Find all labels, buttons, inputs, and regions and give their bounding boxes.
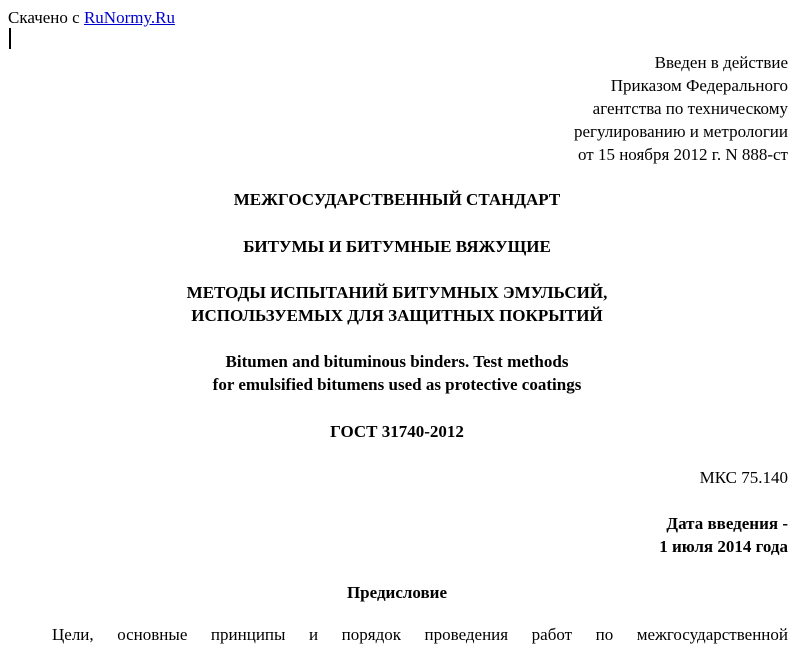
intro-line: Введен в действие	[654, 53, 788, 72]
title-heading: БИТУМЫ И БИТУМНЫЕ ВЯЖУЩИЕ	[243, 237, 551, 256]
source-prefix: Скачено с	[8, 8, 84, 27]
subtitle-line-2: ИСПОЛЬЗУЕМЫХ ДЛЯ ЗАЩИТНЫХ ПОКРЫТИЙ	[191, 306, 603, 325]
text-cursor	[9, 28, 11, 49]
source-link[interactable]: RuNormy.Ru	[83, 8, 175, 27]
subtitle-line-1: МЕТОДЫ ИСПЫТАНИЙ БИТУМНЫХ ЭМУЛЬСИЙ,	[186, 283, 608, 302]
mks-code: МКС 75.140	[699, 468, 788, 487]
intro-block	[574, 51, 788, 166]
intro-line: Приказом Федерального	[610, 76, 788, 95]
intro-line: регулированию и метрологии	[573, 122, 788, 141]
gost-number: ГОСТ 31740-2012	[330, 422, 464, 441]
foreword-paragraph: Цели, основные принципы и порядок проведения работ по межгосударственной	[52, 625, 788, 644]
standard-type-heading: МЕЖГОСУДАРСТВЕННЫЙ СТАНДАРТ	[233, 190, 561, 209]
date-value: 1 июля 2014 года	[659, 537, 788, 556]
source-line	[8, 6, 175, 29]
foreword-title: Предисловие	[346, 583, 448, 602]
intro-line: агентства по техническому	[592, 99, 788, 118]
english-title-line-1: Bitumen and bituminous binders. Test methods	[225, 352, 569, 371]
date-label: Дата введения -	[666, 514, 788, 533]
intro-line: от 15 ноября 2012 г. N 888-ст	[578, 145, 788, 164]
english-title-line-2: for emulsified bitumens used as protective coatings	[212, 375, 582, 394]
